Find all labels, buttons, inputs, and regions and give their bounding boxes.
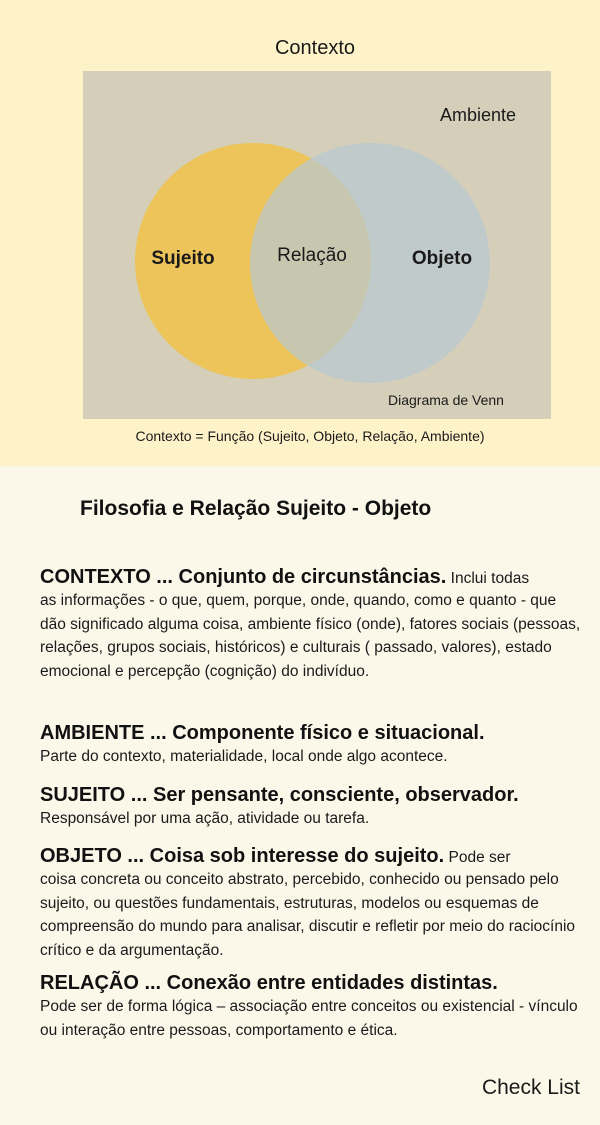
diagram-caption: Diagrama de Venn bbox=[388, 392, 504, 408]
checklist-footer: Check List bbox=[481, 1076, 580, 1099]
entry-objeto bbox=[40, 845, 585, 962]
context-formula: Contexto = Função (Sujeito, Objeto, Relação, Ambiente) bbox=[135, 428, 485, 444]
entry-body: as informações - o que, quem, porque, onde, quando, como e quanto - que dão significado alguma coisa, ambiente físico (onde), fatores sociais (pessoas, relações, grupos sociais, históricos) e culturais ( passado, valores), estado emocional e percepção (cognição) do indivíduo. bbox=[40, 592, 581, 680]
entry-contexto bbox=[40, 566, 585, 683]
relation-label: Relação bbox=[277, 245, 347, 266]
entry-inline: Inclui todas bbox=[446, 570, 530, 587]
entry-ambiente bbox=[40, 722, 585, 769]
venn-diagram bbox=[83, 71, 551, 419]
entry-term: SUJEITO ... Ser pensante, consciente, observador. bbox=[40, 784, 519, 806]
page-title: Filosofia e Relação Sujeito - Objeto bbox=[80, 497, 432, 520]
entry-body: Responsável por uma ação, atividade ou tarefa. bbox=[40, 810, 370, 827]
entry-term: AMBIENTE ... Componente físico e situacional. bbox=[40, 722, 485, 744]
object-label: Objeto bbox=[411, 248, 473, 269]
entry-body: coisa concreta ou conceito abstrato, percebido, conhecido ou pensado pelo sujeito, ou questões fundamentais, estruturas, modelos ou esquemas de compreensão do mundo para analisar, discutir e refletir por meio do raciocínio crítico e da argumentação. bbox=[40, 871, 576, 959]
entry-sujeito bbox=[40, 784, 585, 831]
entry-term: RELAÇÃO ... Conexão entre entidades distintas. bbox=[40, 972, 498, 994]
entry-relacao bbox=[40, 972, 585, 1042]
entry-inline: Pode ser bbox=[444, 849, 511, 866]
environment-label: Ambiente bbox=[440, 105, 517, 125]
entry-term: CONTEXTO ... Conjunto de circunstâncias. bbox=[40, 566, 447, 588]
context-label: Contexto bbox=[274, 37, 356, 59]
diagram-panel bbox=[0, 0, 600, 466]
entry-body: Pode ser de forma lógica – associação entre conceitos ou existencial - vínculo ou interação entre pessoas, comportamento e ética. bbox=[40, 998, 578, 1039]
entry-term: OBJETO ... Coisa sob interesse do sujeito. bbox=[40, 845, 445, 867]
subject-label: Sujeito bbox=[151, 248, 215, 269]
entry-body: Parte do contexto, materialidade, local onde algo acontece. bbox=[40, 748, 448, 765]
